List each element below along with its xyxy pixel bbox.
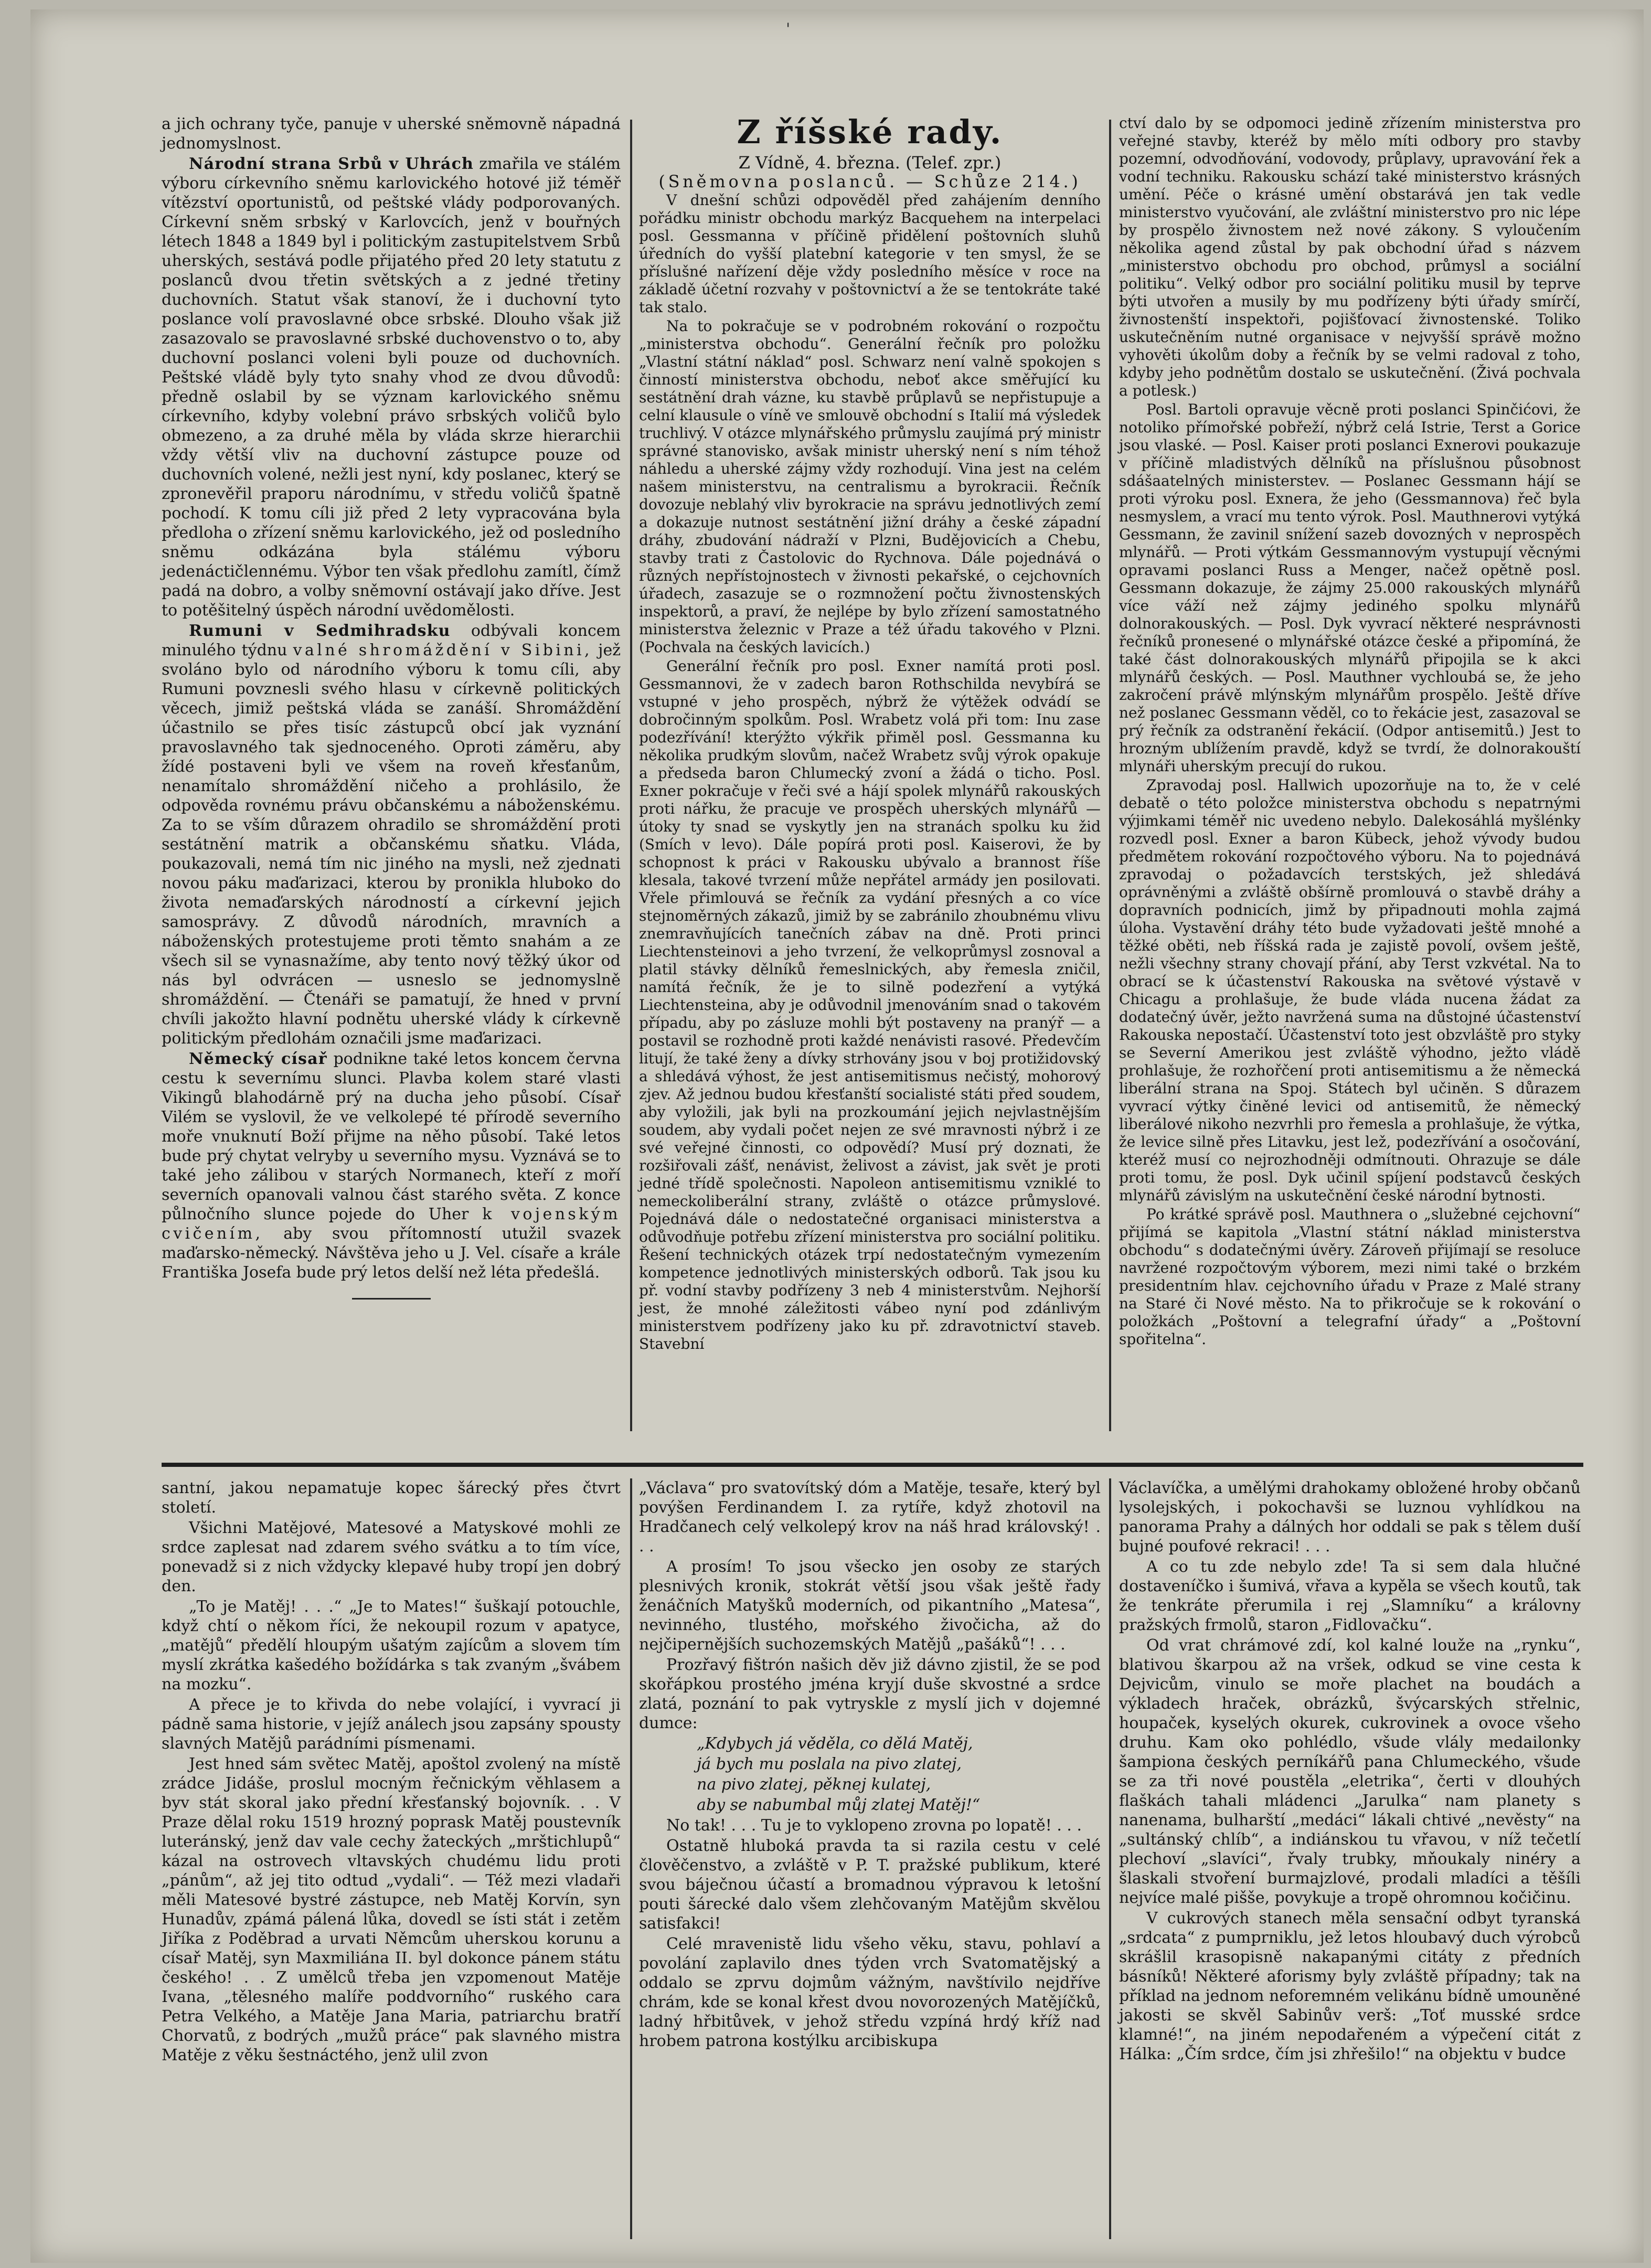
paragraph: A co tu zde nebylo zde! Ta si sem dala hlučné dostaveníčko i šumivá, vřava a kypěla se všech koutů, tak že tenkráte přerumila i rej „Slamníku“ a královny pražských frmolů, staron „Fidlovačku“.: [1119, 1558, 1581, 1634]
column-divider: [630, 120, 632, 1431]
paragraph: V dnešní schůzi odpověděl před zahájením denního pořádku ministr obchodu markýz Bacquehem na interpelaci posl. Gessmanna v příčině přidělení poštovních sluhů úředních do vyšší platební kategorie v ten smysl, že se příslušné nařízení děje vždy posledního měsíce v roce na základě účetní rozvahy v poštovnictví a že se tentokráte také tak stalo.: [639, 191, 1101, 316]
spaced-phrase: valné shromáždění v Sibini,: [293, 641, 592, 659]
paragraph: Všichni Matějové, Matesové a Matyskové mohli ze srdce zaplesat nad zdarem svého svátku a to tím více, ponevadž si z nich vždycky klepavé huby tropí jen dobrý den.: [162, 1519, 621, 1595]
paragraph: Prozřavý fištrón našich děv již dávno zjistil, že se pod skořápkou prostého jména kryjí duše skvostné a srdce zlatá, poznání to pak vytryskle z myslí jich v dojemné dumce:: [639, 1656, 1101, 1732]
feuilleton-column-2: [639, 1478, 1101, 2051]
paragraph-rumuni: [162, 621, 621, 1048]
paragraph: Posl. Bartoli opravuje věcně proti poslanci Spinčićovi, že notoliko přímořské pobřeží, nýbrž celá Istrie, Terst a Gorice jsou vlaské. — Posl. Kaiser proti poslanci Exnerovi poukazuje v příčině mladistvých dělníků na příslušnou působnost sdášaatelných ministerstev. — Poslanec Gessmann hájí se proti výroku posl. Exnera, že jeho (Gessmannova) řeč byla nesmyslem, a vrací mu tento výrok. Posl. Mauthnerovi vytýká Gessmann, že zavinil snížení sazeb dovozných v neprospěch mlynářů. — Proti výtkám Gessmannovým vystupují věcnými opravami poslanci Russ a Menger, načež opětně posl. Gessmann dokazuje, že zájmy 25.000 rakouských mlynářů více váží než zájmy jediného spolku mlynářů dolnorakouských. — Posl. Dyk vyvrací některé nesprávnosti řečníků pronesené o mlynářské otázce české a připomíná, že také část dolnorakouských mlynářů připojila se k akci mlynářů českých. — Posl. Mauthner vychloubá se, že jeho zakročení právě mlýnským mlynářům prospělo. Ještě dříve než poslanec Gessmann věděl, co to řekácie jest, zasazoval se prý řečník za odstranění řekácií. (Odpor antisemitů.) Jest to hrozným ublížením pravdě, když se tvrdí, že dolnorakouští mlynáři uherským precují do rukou.: [1119, 401, 1581, 775]
paragraph: V cukrových stanech měla sensační odbyt tyranská „srdcata“ z pumprniklu, jež letos hloubavý duch výrobců skrášlil krasopisně nakapanými citáty z předních básníků! Některé aforismy byly zvláště případny; tak na příklad na jednom neforemném velikánu bídně umouněné jakosti se skvěl Sabinův verš: „Toť musské srdce klamné!“, na jiném nepodařeném a výpečení citát z Hálka: „Čím srdce, čím jsi zhřešilo!“ na objektu v budce: [1119, 1909, 1581, 2063]
dateline: Z Vídně, 4. března. (Telef. zpr.): [738, 153, 1002, 173]
column-parliament-continued: [1119, 114, 1581, 1348]
paragraph: Ostatně hluboká pravda ta si razila cestu v celé člověčenstvo, a zvláště v P. T. pražské publikum, které svou báječnou účastí a bromadnou výpravou k letošní pouti šárecké dalo všem zlehčovaným Matějům skvělou satisfakci!: [639, 1837, 1101, 1933]
paragraph: A prosím! To jsou všecko jen osoby ze starých plesnivých kronik, stokrát větší jsou však ještě řady ženáčních Matyšků moderních, od pikantního „Matesa“, nevinného, tlustého, mořského živočicha, až do nejčipernějších suchozemských Matějů „pašáků“! . . .: [639, 1558, 1101, 1654]
paragraph: santní, jakou nepamatuje kopec šárecký přes čtvrt století.: [162, 1479, 621, 1517]
paragraph: Václavíčka, a umělými drahokamy obložené hroby občanů lysolejských, i pokochavši se luznou vyhlídkou na panorama Prahy a dálných hor oddali se pak s tělem duší bujné poufové rekraci! . . .: [1119, 1479, 1581, 1556]
paragraph-text: podnikne také letos koncem června cestu k severnímu slunci. Plavba kolem staré vlasti Vikingů blahodárně prý na ducha jeho působí. Císař Vilém se vyslovil, že ve velkolepé té přírodě severního moře vnuknutí Boží přijme na něho působí. Také letos bude prý chytat velryby u severního mysu. Vyznává se to také jeho zálibou v starých Normanech, kteří z moří severních opanovali valnou část starého světa. Z konce půlnočního slunce pojede do Uher: [162, 1050, 621, 1223]
paragraph: Od vrat chrámové zdí, kol kalné louže na „rynku“, blativou škarpou až na vršek, odkud se vine cesta k Dejvicům, vinulo se moře plachet na boudách a výkladech hraček, obrázků, švýcarských střelnic, houpaček, kyselých okurek, cukrovinek a ovoce všeho druhu. Kam oko pohlédlo, všude vlály medailonky šampiona českých perníkářů pana Chlumeckého, všude se za tři nové poustěla „eletrika“, čerti v dlouhých flaškách tahali mládenci „Jarulka“ nam planety s nanenama, bulharští „medáci“ lákali chtivé „nevěsty“ na „sultánský chlíb“, a indiánskou tu vřavou, v níž tečetlí plechoví „slavíci“, řvaly trubky, mňoukaly ninéry a šlaskali stvoření burmajzlové, prodali mladíci a těšíli nejvíce malé pišše, povykuje a tropě ohromnou kočičinu.: [1119, 1636, 1581, 1907]
paragraph-text: aby svou přítomností utužil svazek maďarsko-německý. Návštěva jeho u J. Vel. císaře a krále Františka Josefa bude prý letos delší než léta předešlá.: [162, 1224, 621, 1282]
poem-line: aby se nabumbal můj zlatej Matěj!“: [697, 1796, 981, 1814]
column-divider: [1109, 120, 1111, 1431]
paragraph: Celé mravenistě lidu všeho věku, stavu, pohlaví a povolání zaplavilo dnes týden vrch Svatomatějský a oddalo se zprvu dojmům vážným, navštívilo nejdříve chrám, kde se konal křest dvou novorozených Matějíčků, ladný hřbitůvek, v jehož středu vzpíná hrdý kříž nad hrobem patrona kostýlku arcibiskupa: [639, 1935, 1101, 2050]
poem-line: „Kdybych já věděla, co dělá Matěj,: [697, 1734, 973, 1753]
paragraph-text: jež svoláno bylo od národního výboru k tomu cíli, aby Rumuni povznesli svého hlasu v církevně politických věcech, jimiž peštská vláda se zanáší. Shromáždění účastnilo se přes tisíc zástupců obcí jak vyznání pravoslavného tak sjednoceného. Oproti záměru, aby žídé postaveni byli ve všem na roveň křesťanům, nenamítalo shromáždění ničeho a prohlásilo, že odpověda rovnému právu občanskému a náboženskému. Za to se vším důrazem ohradilo se shromáždění proti sestátnění matrik a občanskému sňatku. Vláda, poukazovali, nemá tím nic jiného na mysli, než zjednati novou páku maďarizaci, kterou by pronikla hluboko do života nemaďarských národností a církevní jejich samosprávy. Z důvodů národních, mravních a náboženských protestujeme proti těmto snahám a ze všech sil se vynasnažíme, aby tento nový těžký úkor od nás byl odvrácen — usneslo se jednomyslně shromáždění. — Čtenáři se pamatují, že hned v první chvíli jakožto hlavní podnětu uherské vlády k církevně politickým předlohám označili jsme maďarizaci.: [162, 641, 621, 1048]
article-title: Z říšské rady.: [737, 113, 1003, 151]
column-parliament: [639, 112, 1101, 1353]
feuilleton-column-1: [162, 1478, 621, 2065]
poem-line: na pivo zlatej, pěknej kulatej,: [697, 1775, 931, 1794]
paragraph: No tak! . . . Tu je to vyklopeno zrovna po lopatě! . . .: [666, 1816, 1082, 1835]
paragraph: Jest hned sám světec Matěj, apoštol zvolený na místě zrádce Jidáše, proslul mocným řečnickým věhlasem a byv stát skoral jako přední křesťanský bojovník. . . V Praze dělal roku 1519 hrozný poprask Matěj poustevník luteránský, jenž dav vale cechy žateckých „mrštichlupů“ kázal na ostrovech vltavských chudému lidu proti „pánům“, až jej tito odtud „vydali“. — Též mezi vladaři měli Matesové bystré zástupce, neb Matěj Korvín, syn Hunadův, zpámá pálená lůka, dovedl se ísti stát i zetěm Jiříka z Poděbrad a urvati Němcům uherskou korunu a císař Matěj, syn Maxmiliána II. byl dokonce pánem státu českého! . . Z umělců třeba jen vzpomenout Matěje Ivana, „tělesného malíře poddvorního“ ruského cara Petra Velkého, a Matěje Jana Maria, patriarchu bratří Chorvatů, z bodrých „mužů práce“ pak slavného mistra Matěje z věku šestnáctého, jenž ulil zvon: [162, 1755, 621, 2064]
newspaper-page: [30, 9, 1644, 2263]
paragraph-cisar: [162, 1049, 621, 1282]
lead-rumuni: Rumuni v Sedmihradsku: [189, 622, 451, 640]
column-divider: [1109, 1478, 1111, 2239]
paragraph: „Václava“ pro svatovítský dóm a Matěje, tesaře, který byl povýšen Ferdinandem I. za rytíře, když zhotovil na Hradčanech celý velkolepý krov na náš hrad královský! . . .: [639, 1479, 1101, 1556]
paragraph: ctví dalo by se odpomoci jedině zřízením ministerstva pro veřejné stavby, kteréž by mělo míti odbory pro stavby pozemní, odvodňování, vodovody, průplavy, upravování řek a vodní techniku. Rakousku schází také ministerstvo krásných umění. Péče o krásné umění obstarává jen tak vedle ministerstvo vyučování, ale zvláštní ministerstvo pro nic lépe by prospělo živnostem než nové zákony. S vyloučením několika agend zůstal by pak obchodní úřad s názvem „ministerstvo obchodu pro obchod, průmysl a sociální politiku“. Velký odbor pro sociální politiku musil by teprve býti utvořen a musily by mu podřízeny býti úřady smírčí, živnostenští inspektoři, pojišťovací živnostenské. Toliko uskutečněním nutné organisace v nejvyšší správě možno vyhověti úkolům doby a řečník by se velmi radoval z toho, kdyby jeho podnětům dostalo se uskutečnění. (Živá pochvala a potlesk.): [1119, 114, 1581, 399]
feuilleton-column-3: [1119, 1478, 1581, 2064]
paragraph: Generální řečník pro posl. Exner namítá proti posl. Gessmannovi, že v zadech baron Rothschilda nevybírá se vstupné v jeho prospěch, nýbrž že výtěžek odvádí se dobročinným spolkům. Posl. Wrabetz volá při tom: Inu zase podezřívání! kterýžto výkřik přiměl posl. Gessmanna ku několika prudkým slovům, načež Wrabetz svůj výrok opakuje a předseda baron Chlumecký zvoní a žádá o ticho. Posl. Exner pokračuje v řeči své a hájí spolek mlynářů rakouských proti nářku, že pracuje ve prospěch uherských mlynářů — útoky ty snad se vyskytly jen na stranách spolku ku žid (Smích v levo). Dále popírá proti posl. Kaiserovi, že by schopnost k práci v Rakousku ubývalo a brannost říše klesala, takové tvrzení může nepřátel armády jen posilovati. Vřele přimlouvá se řečník za vydání přesných a co více stejnoměrných zákazů, jimiž by se zabránilo zhoubnému vlivu znemravňujících tanečních zábav na dně. Proti princi Liechtensteinovi a jeho tvrzení, že velkoprůmysl zosnoval a platil stávky dělníků řemeslnických, aby řemesla zničil, namítá řečník, že je to silně podezření a vytýká Liechtensteina, aby je odůvodnil jmenováním snad o takovém případu, aby po zásluze mohli být postaveny na pranýř — a postavil se rozhodně proti každé nenávisti rasové. Předevčím litují, že také ženy a dívky strhovány jsou v boj protižidovský a shledává výhost, že jest antisemitismus nečistý, mohorový zjev. Až jednou budou křesťanští socialisté státi před soudem, aby vyložili, jak byli na prozkoumání jejich nejvlastnějším soudem, aby vydali počet nejen ze své mravnosti nýbrž i ze své veřejné činnosti, co odpovědí? Musí prý doznati, že rozšiřovali zášť, nenávist, želivost a závist, jak svět je proti jedné třídě společnosti. Napoleon antisemitismu vzniklé to nemeckoliberální strany, zvláště o otázce průmyslové. Pojednává dále o nedostatečné organisaci ministerstva a odůvodňuje potřebu zřízení ministerstva pro sociální politiku. Řešení technických otázek trpí nedostatečným vymezením kompetence jednotlivých ministerských odborů. Tak jsou ku př. vodní stavby podřízeny 3 neb 4 ministerstvům. Nejhorší jest, že mnohé záležitosti vábeo nyní pod zdánlivým ministerstvem podřízeny jako ku př. zdravotnictví staveb. Stavební: [639, 657, 1101, 1353]
paragraph-text: zmařila ve stálém výboru církevního sněmu karlovického hotové již téměř vítězství oportunistů, od peštské vlády podporovaných. Církevní sněm srbský v Karlovcích, jenž v bouřných létech 1848 a 1849 byl i politickým zastupitelstvem Srbů uherských, sestává podle přijatého před 20 lety statutu z poslanců dvou třetin světských a z jedné třetiny duchovních. Statut však stanoví, že i duchovní tyto poslance volí pravoslavné obce srbské. Dlouho však již zasazovalo se pravoslavné srbské duchovenstvo o to, aby duchovní poslanci voleni byli pouze od duchovních. Peštské vládě byly tyto snahy vhod ze dvou důvodů: předně oslabil by se význam karlovického sněmu církevního, kdyby volební právo srbských voličů bylo obmezeno, a za druhé měla by vláda skrze hierarchii vždy větší vliv na duchovní zástupce pouze od duchovních volené, nežli jest nyní, kdy poslanec, který se zpronevěřil praporu národnímu, v středu voličů špatně pochodí. K tomu cíli již před 2 lety vypracována byla předloha o zřízení sněmu karlovického, jež od posledního sněmu odkázána byla stálému výboru jedenáctičlennému. Výbor ten však předlohu zamítl, čímž padá na dobro, a volby sněmovní ostávají jako dříve. Jest to potěšitelný úspěch národní uvědomělosti.: [162, 155, 621, 620]
spaced-phrase: k vojenským cvičením,: [162, 1205, 621, 1243]
paragraph: Po krátké správě posl. Mauthnera o „služebné cejchovní“ přijímá se kapitola „Vlastní státní náklad ministerstva obchodu“ s dodatečnými úvěry. Zároveň přijímají se resoluce navržené rozpočtovým výborem, mezi nimi také o brzkém presidentním hlav. cejchovního úřadu v Praze z Malé strany na Staré či Nové město. Na to přikročuje se k rokování o položkách „Poštovní a telegrafní úřady“ a „Poštovní spořitelna“.: [1119, 1206, 1581, 1348]
paragraph: a jich ochrany tyče, panuje v uherské sněmovně nápadná jednomyslnost.: [162, 115, 621, 153]
top-tick-mark: ': [786, 20, 791, 38]
poem-line: já bych mu poslala na pivo zlatej,: [697, 1755, 962, 1773]
paragraph-srbi: [162, 154, 621, 620]
paragraph: Na to pokračuje se v podrobném rokování o rozpočtu „ministerstva obchodu“. Generální řečník pro položku „Vlastní státní náklad“ posl. Schwarz není valně spokojen s činností ministerstva obchodu, neboť akce směřující ku sestátnění drah vázne, ku stavbě průplavů se nepřistupuje a celní klausule o víně ve smlouvě obchodní s Italií má výsledek truchlivý. V otázce mlynářského průmyslu zaujímá prý ministr správné stanovisko, avšak ministr uherský není s ním téhož náhledu a uherské zájmy vždy rozhodují. Vina jest na celém našem ministerstvu, na centralismu a byrokracii. Řečník dovozuje neblahý vliv byrokracie na správu jednotlivých zemí a dokazuje nutnost sestátnění jižní dráhy a české západní dráhy, zbudování nádraží v Plzni, Budějovicích a Chebu, stavby trati z Častolovic do Rychnova. Dále pojednává o různých nepřístojnostech v živnosti pekařské, o cejchovních úřadech, zasazuje se o rozmnožení počtu živnostenských inspektorů, a praví, že nejlépe by bylo zřízení samostatného ministerstva železnic v Praze a též úřadu takového v Plzni. (Pochvala na českých lavicích.): [639, 317, 1101, 656]
lead-srbi: Národní strana Srbů v Uhrách: [189, 155, 474, 173]
column-politics: [162, 114, 621, 1300]
feuilleton-separator: [162, 1463, 1583, 1467]
paragraph: A přece je to křivda do nebe volající, i vyvrací ji pádně sama historie, v jejíž análech jsou zapsány spousty slavných Matějů parádními písmenami.: [162, 1696, 621, 1753]
paragraph: „To je Matěj! . . .“ „Je to Mates!“ šuškají potouchle, když chtí o někom říci, že nekoupil rozum v apatyce, „matějů“ předělí hloupým ušatým zajícům a slovem tím myslí zkrátka kašedého božídárka s tak zvaným „švábem na mozku“.: [162, 1598, 621, 1694]
column-divider: [630, 1478, 632, 2239]
paragraph-text: odbývali koncem minulého týdnu: [162, 622, 621, 659]
paragraph: Zpravodaj posl. Hallwich upozorňuje na to, že v celé debatě o této položce ministerstva obchodu s nepatrnými výjimkami téměř nic uvedeno nebylo. Dalekosáhlá myšlénky rozvedl posl. Exner a baron Kübeck, jehož vývody budou předmětem rokování rozpočtového výboru. Na to pojednává zpravodaj o požadavcích terstských, jež shledává oprávněnými a zvláště obšírně promlouvá o stavbě dráhy a dopravních podnicích, jimž by připadnouti mohla zajmá úloha. Vystavění dráhy této bude vyžadovati ještě mnohé a těžké oběti, neb říšská rada je zajistě povolí, ovšem ještě, nežli všechny strany chovají přání, aby Terst vzkvétal. Na to obrací se k účastenství Rakouska na světové výstavě v Chicagu a prohlašuje, že bude vláda nucena žádat za dodatečný úvěr, ježto navržená suma na důstojné účastenství Rakouska nepostačí. Účastenství toto jest obzvláště pro styky se Severní Amerikou jest zvláště výhodno, ježto vládě prohlašuje, že rozhořčení proti antisemitismu a že německá liberální strana na Spoj. Státech byl učiněn. S důrazem vyvrací výtky činěné levici od antisemitů, že německý liberálové nikoho nezvrhli pro řemesla a prohlašuje, že výtka, že levice silně přes Litavku, jest lež, podezřívání a osočování, kteréž musí co nejrozhodněji odmítnouti. Ohrazuje se dále proti tomu, že posl. Dyk učinil spíjení podstavců českých mlynářů závislým na uskutečnění české národní bytnosti.: [1119, 776, 1581, 1204]
session-line: (Sněmovna poslanců. — Schůze 214.): [658, 172, 1081, 191]
section-end-rule: [352, 1298, 431, 1300]
lead-cisar: Německý císař: [189, 1050, 327, 1068]
